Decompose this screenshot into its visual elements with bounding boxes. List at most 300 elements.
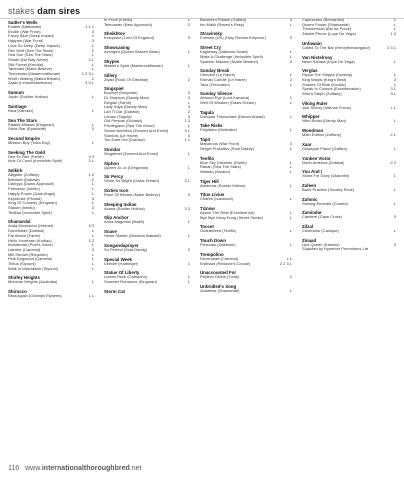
horse-row [200, 147, 292, 152]
sire-heading: Woodman [302, 128, 324, 134]
horse-result: L [289, 197, 292, 202]
horse-name: Giuseppe Piazzi (Galileo) [302, 146, 348, 151]
horse-result: L [393, 59, 396, 64]
sire-heading: Verglas [302, 68, 318, 74]
horse-name: Summer Romance (Kingman) [104, 279, 157, 284]
horse-result: L [91, 140, 94, 145]
horse-result: L [91, 108, 94, 113]
horse-row [8, 211, 94, 216]
horse-row [200, 128, 292, 133]
sire-heading: Sea The Stars [8, 117, 38, 123]
horse-result: 1 2 [184, 119, 190, 124]
sire-heading: Zafeen [302, 182, 317, 188]
horse-name: King Of Comedy (Kingman) [8, 201, 57, 206]
column-2 [104, 18, 190, 294]
horse-row [200, 275, 292, 280]
horse-name: Invitational (Poet's Voice) [8, 243, 53, 248]
horse-name: Stalom (Intello) [8, 205, 35, 210]
horse-result: 2 [91, 177, 94, 182]
horse-name: Too Darn Hot (Dubawi) [104, 138, 145, 143]
horse-name: Walk In Marrakesh (Siyouni) [8, 266, 59, 271]
horse-result: 2 [187, 22, 190, 27]
horse-name: Main Edition (Zoffany) [302, 133, 342, 138]
horse-row [302, 174, 396, 179]
horse-result: L [187, 124, 190, 129]
sire-heading: Zamindar [302, 210, 322, 216]
horse-result: L [393, 119, 396, 124]
horse-result: 1 1 1 [85, 25, 94, 29]
horse-name: Roman Candle (Le Havre) [200, 77, 247, 82]
sire-heading: Sillery [104, 72, 118, 78]
horse-result: 3 [393, 215, 396, 220]
horse-result: L [91, 210, 94, 215]
horse-row [104, 23, 190, 28]
horse-name: Dunquar Triumphant (Dream Ahead) [200, 114, 265, 119]
horse-result: 3 [187, 193, 190, 198]
page-header [8, 6, 80, 16]
horse-name: Queen Power (Shamardal) [302, 22, 350, 27]
horse-name: Shades Of Blue (Kodiac) [302, 82, 347, 87]
horse-row [200, 197, 292, 202]
sire-heading: Siphon [104, 160, 119, 166]
horse-row [302, 215, 396, 220]
sire-heading: You And I [302, 169, 322, 175]
horse-name: Chares (Ivanovod) [200, 197, 233, 202]
horse-result: 2 L [390, 133, 396, 138]
horse-result: L [393, 201, 396, 206]
horse-name: Boomer (Kingman) [104, 91, 138, 96]
horse-result: 3 [91, 247, 94, 252]
horse-name: Tacs (Teromarlo) [200, 82, 230, 87]
horse-result: 2 [289, 77, 292, 82]
horse-row [200, 23, 292, 28]
horse-name: Fulmine (US) (Holy Roman Emperor) [200, 36, 266, 41]
horse-name: Keystroke (Pivotal) [8, 196, 42, 201]
horse-result: 3 [91, 39, 94, 44]
horse-result: L [187, 165, 190, 170]
horse-name: Far Above (Farhh) [8, 233, 41, 238]
horse-name: Dr Simpson (Dandy Man) [104, 95, 150, 100]
horse-result: 3 3 [88, 224, 94, 229]
horse-name: Anna Magnolia (Makfi) [104, 220, 145, 225]
horse-row [200, 243, 292, 248]
horse-name: Telecaster (New Approach) [104, 22, 153, 27]
horse-result: L [289, 288, 292, 293]
horse-name: Aviatress (Shamardal) [200, 288, 240, 293]
sire-heading: Titus Livius [200, 192, 225, 198]
horse-row [8, 127, 94, 132]
horse-result: L L [286, 256, 292, 261]
horse-result: L [393, 146, 396, 151]
horse-result: 3 [91, 29, 94, 34]
sire-heading: Shamardal [8, 219, 31, 225]
horse-row [200, 262, 292, 267]
horse-name: Blenheim Palace (Galileo) [200, 18, 247, 22]
horse-result: 3 [91, 205, 94, 210]
horse-name: Shining Emerald (Cloded) [302, 201, 348, 206]
horse-result: L [91, 67, 94, 72]
horse-name: Mohican Heights (Australia) [8, 280, 58, 285]
horse-row [302, 92, 396, 97]
sire-heading: Sheikhtov [104, 31, 125, 37]
horse-name: Lorelei Rock (Camacho) [104, 275, 148, 280]
horse-row [8, 294, 94, 299]
horse-row [8, 159, 94, 164]
horse-name: Kronprinz (Lord Of England) [104, 36, 155, 41]
page-footer [8, 465, 141, 472]
horse-name: Raakib Alhawa (Kingman) [8, 122, 55, 127]
horse-name: Secret Ambition (Exceed And Excel) [104, 128, 169, 133]
horse-row [8, 109, 94, 114]
horse-name: Suedois (Le Havre) [104, 133, 139, 138]
horse-row [104, 220, 190, 225]
horse-name: Daniyya (Dawn Approach) [8, 182, 55, 187]
sire-heading: Second Empire [8, 135, 40, 141]
horse-result: L [393, 27, 396, 32]
horse-name: Elisa Again (Champs Elysees) [8, 294, 62, 299]
horse-name: Oleridon (Le Havre) [200, 73, 236, 78]
horse-row [200, 36, 292, 41]
horse-row [302, 32, 396, 37]
horse-row [302, 46, 396, 51]
horse-result: L [289, 165, 292, 170]
horse-row [104, 179, 190, 184]
sire-heading: Zinaad [302, 237, 317, 243]
sire-heading: Sunday Silence [200, 91, 233, 97]
horse-name: Guaranteed (Teofilo) [200, 229, 237, 234]
horse-result: 3 [393, 77, 396, 82]
horse-result: L [393, 73, 396, 78]
horse-row [104, 50, 190, 55]
horse-name: Spanish Mission (Noble Mission) [200, 59, 259, 64]
horse-result: L [289, 22, 292, 27]
horse-result: L [91, 201, 94, 206]
horse-name: Rakan (Sea The Stars) [200, 165, 241, 170]
horse-result: 3 [289, 142, 292, 147]
horse-row [200, 216, 292, 221]
horse-name: Tiritus (Siyouni) [8, 262, 36, 267]
horse-result: 3 [289, 18, 292, 22]
horse-name: Bye Bye Hong Kong (Street Sense) [200, 215, 263, 220]
horse-name: Mill Stream (Requinto) [8, 252, 48, 257]
horse-name: Above The Rest (Excellent Art) [200, 211, 255, 216]
horse-result: L [289, 211, 292, 216]
horse-name: Felicanon (Intello) [8, 187, 40, 192]
horse-row [104, 193, 190, 198]
sire-heading: Unfuwain [302, 40, 322, 46]
horse-name: Make A Challenge (Invincible Spirit) [200, 54, 263, 59]
footer-url[interactable]: www.internationalthoroughbred.net [25, 465, 142, 472]
horse-name: Singstreet (Exceed And Excel) [104, 151, 159, 156]
horse-result: L [91, 62, 94, 67]
horse-name: Rex Wolf (Sea The Stars) [8, 48, 54, 53]
column-1 [8, 18, 94, 299]
horse-row [8, 95, 94, 100]
horse-row [302, 119, 396, 124]
sire-heading: Unbridled's Song [200, 283, 237, 289]
sire-heading: Seeking The Gold [8, 149, 46, 155]
horse-name: Rhythm Divine (Tonik) [200, 275, 240, 280]
horse-result: 1 2 [88, 238, 94, 243]
horse-name: Technician (Mastercraftsman) [8, 72, 61, 77]
horse-name: Flippa The Strippa (Outstrip) [302, 73, 353, 78]
horse-name: Happen (War Front) [8, 39, 44, 44]
horse-name: Lips Queen (Kamsin) [302, 242, 340, 247]
horse-name: Erdlhaar (Redoute's Choice) [200, 261, 251, 266]
horse-name: Master's Spirit (Mastercraftsman) [104, 63, 163, 68]
horse-result: L [289, 169, 292, 174]
horse-row [302, 147, 396, 152]
horse-result: L [91, 233, 94, 238]
sire-heading: Shirley Heights [8, 275, 40, 281]
horse-row [104, 138, 190, 143]
horse-result: 1 [393, 18, 396, 22]
sire-heading: Teofilo [200, 155, 215, 161]
horse-result: L [289, 160, 292, 165]
horse-name: Worth Waiting (Bated Breath) [8, 76, 61, 81]
horse-result: 2 [289, 275, 292, 280]
horse-result: L L [88, 294, 94, 299]
horse-name: Band Practice (Society Rock) [302, 187, 355, 192]
horse-name: Alligator (Zoffany) [8, 173, 40, 178]
sire-heading: Street Cry [200, 45, 221, 51]
horse-result: 3 [187, 114, 190, 119]
horse-name: Joplin (Soldier Hollow) [8, 95, 48, 100]
horse-row [8, 280, 94, 285]
horse-name: Privilegiado (Sea The Moon) [104, 124, 155, 129]
horse-result: 2 L [88, 159, 94, 164]
sire-heading: Tagula [200, 109, 214, 115]
horse-result: L [187, 220, 190, 225]
horse-result: 1 [289, 96, 292, 101]
horse-result: L [91, 243, 94, 248]
horse-name: Hello Youmzain (Kodiac) [8, 238, 52, 243]
horse-name: Queen Jo Jo (Gregorian) [104, 165, 149, 170]
sire-heading: Whipper [302, 114, 320, 120]
sire-heading: Songandaprayer [104, 242, 139, 248]
horse-row [8, 267, 94, 272]
horse-name: Tedfras (Invincible Spirit) [8, 210, 52, 215]
horse-result: 1 2 3 L [81, 72, 94, 77]
horse-result: 1 [187, 261, 190, 266]
stakes-columns [0, 18, 404, 454]
horse-result: L [91, 229, 94, 234]
horse-name: Lady Kaya (Dandy Man) [104, 105, 148, 110]
horse-row [302, 229, 396, 234]
horse-row [200, 184, 292, 189]
horse-row [104, 78, 190, 83]
horse-name: Cantiere (Cape Cross) [302, 215, 343, 220]
horse-row [104, 166, 190, 171]
horse-result: 2 [91, 76, 94, 81]
horse-name: Eagleway (Oakhara Swain) [200, 50, 249, 55]
horse-name: Zabeel Prince (Lope De Vega) [302, 32, 356, 37]
horse-name: Tammani (Make Believe) [8, 67, 53, 72]
horse-name: Love So Deep (Deep Impact) [8, 43, 60, 48]
horse-result: 2 [91, 48, 94, 53]
horse-result: 2 [187, 110, 190, 115]
horse-result: 2 2 3 L [279, 261, 292, 266]
horse-name: Shine For Glory (Diakridin) [302, 174, 350, 179]
horse-row [104, 280, 190, 285]
sire-heading: Sadler's Wells [8, 20, 38, 25]
horse-result: 3 [187, 91, 190, 96]
horse-result: L [289, 54, 292, 59]
horse-name: Axana (Soldier Hollow) [104, 206, 145, 211]
horse-result: 3 L [390, 87, 396, 92]
sire-heading: Shirocco [8, 289, 27, 295]
horse-result: 2 2 [390, 160, 396, 165]
horse-row [200, 101, 292, 106]
sire-heading: Trempolino [200, 251, 224, 257]
column-4 [302, 18, 396, 252]
horse-result: 3 [91, 127, 94, 132]
horse-result: L [91, 252, 94, 257]
sire-heading: Sir Percy [104, 174, 124, 180]
horse-name: Supplied by Hyperion Promotions Ltd [302, 247, 369, 252]
sire-heading: Selkirk [8, 168, 23, 174]
horse-result: L [91, 262, 94, 267]
sire-heading: Zafonic [302, 196, 318, 202]
sire-heading: Toccet [200, 224, 214, 230]
horse-result: L [393, 229, 396, 234]
horse-result: L [91, 266, 94, 271]
horse-result: L [289, 82, 292, 87]
sire-heading: Zilzal [302, 224, 313, 230]
horse-row [104, 64, 190, 69]
horse-row [104, 36, 190, 41]
horse-row [302, 188, 396, 193]
horse-name: Avenged (Queen Brazen Beau) [104, 50, 160, 55]
horse-row [302, 247, 396, 252]
horse-result: L [187, 63, 190, 68]
horse-name: Inns Of Court (Invincible Spirit) [8, 159, 63, 164]
horse-result: 2 3 L [387, 45, 396, 50]
horse-name: Enable (Nathaniel) [8, 25, 42, 29]
sire-heading: Santiago [8, 103, 27, 109]
horse-name: Shadn (No Nay Never) [8, 57, 49, 62]
horse-name: Well Of Wisdom (Oasis Dream) [200, 101, 256, 106]
horse-row [104, 248, 190, 253]
sire-heading: Skypes [104, 58, 120, 64]
horse-result: 3 [187, 95, 190, 100]
horse-name: Ibn Malik (Raven's Pass) [200, 22, 245, 27]
horse-row [200, 115, 292, 120]
horse-name: Pizzicato (Dabirsim) [200, 243, 236, 248]
horse-row [200, 229, 292, 234]
horse-name: Deirdre (Harbinger) [104, 261, 139, 266]
horse-name: Old Persian (Dubawi) [104, 119, 143, 124]
horse-name: Pink Dogwood (Camelot) [8, 257, 53, 262]
sire-heading: Slip Anchor [104, 215, 129, 221]
horse-row [104, 262, 190, 267]
horse-result: 3 [393, 242, 396, 247]
horse-name: Sergei Prokofiev (Scat Daddy) [200, 146, 254, 151]
horse-result: L [289, 128, 292, 133]
horse-name: King Malpic (King's Best) [302, 77, 347, 82]
horse-row [302, 202, 396, 207]
horse-result: 3 [187, 36, 190, 41]
sire-heading: Tiger Hill [200, 178, 219, 184]
horse-result: L [289, 146, 292, 151]
horse-result: L [289, 50, 292, 55]
sire-heading: Tapit [200, 137, 211, 143]
horse-name: Wamaq (Arcano) [200, 169, 231, 174]
horse-name: Capezzano (Bernardini) [302, 18, 345, 22]
horse-name: Blue Sky Dreamer (Farhh) [200, 160, 247, 165]
horse-row [302, 161, 396, 166]
horse-result: 2 L [184, 179, 190, 184]
horse-name: North America (Dubawi) [302, 160, 345, 165]
horse-result: L [91, 257, 94, 262]
horse-result: L [393, 174, 396, 179]
horse-name: Stela Star (Epaulette) [8, 127, 47, 132]
horse-name: Bredsell (Dubawi) [8, 177, 40, 182]
horse-result: 3 [187, 133, 190, 138]
sire-heading: Special Week [104, 256, 132, 262]
horse-result: 3 [289, 59, 292, 64]
sire-heading: Tiznow [200, 206, 215, 212]
horse-result: 3 [187, 105, 190, 110]
horse-result: L [289, 101, 292, 106]
sire-heading: Sinndar [104, 146, 121, 152]
horse-row [200, 289, 292, 294]
sire-heading: Samum [8, 90, 24, 96]
sire-heading: Statue Of Liberty [104, 270, 140, 276]
horse-result: L [187, 279, 190, 284]
horse-result: L [393, 22, 396, 27]
sire-heading: Viking Ruler [302, 100, 328, 106]
horse-result: L L [390, 105, 396, 110]
horse-result: L [91, 122, 94, 127]
horse-result: 2 L [88, 57, 94, 62]
horse-name: Ziyad (Rock Of Gibraltar) [104, 77, 149, 82]
horse-name: Shine So Bright (Oasis Dream) [104, 179, 159, 184]
horse-result: L [289, 229, 292, 234]
sire-heading: Xaar [302, 141, 312, 147]
horse-result: L [187, 151, 190, 156]
horse-name: Rose Of Kildare (Make Believe) [104, 193, 161, 198]
horse-row [8, 141, 94, 146]
horse-name: Latrobe (Camelot) [8, 247, 41, 252]
sire-heading: Sleeping Indian [104, 201, 137, 207]
horse-row [104, 234, 190, 239]
sire-heading: Van Nistelrooy [302, 54, 333, 60]
horse-row [104, 207, 190, 212]
horse-result: 3 L [390, 92, 396, 97]
sire-heading: Unaccounted For [200, 270, 237, 276]
horse-result: 3 [289, 36, 292, 41]
horse-row [200, 60, 292, 65]
sire-heading: Storm Cat [104, 288, 125, 294]
sire-heading: Touch Down [200, 238, 227, 244]
horse-result: L [91, 53, 94, 58]
horse-result: L [393, 187, 396, 192]
horse-result: L [289, 243, 292, 248]
horse-name: Palpitator (Motivator) [200, 128, 238, 133]
horse-result: 1 1 [184, 138, 190, 143]
sire-heading: Showcasing [104, 45, 130, 51]
horse-name: Mission Boy (Yaco Boy) [8, 140, 51, 145]
sire-heading: Stravinsky [200, 31, 223, 37]
horse-result: L [91, 191, 94, 196]
horse-row [302, 106, 396, 111]
horse-result: 1 3 [390, 32, 396, 37]
horse-result: L [91, 187, 94, 192]
horse-result: L [289, 183, 292, 188]
horse-result: L [187, 275, 190, 280]
horse-result: L [289, 73, 292, 78]
